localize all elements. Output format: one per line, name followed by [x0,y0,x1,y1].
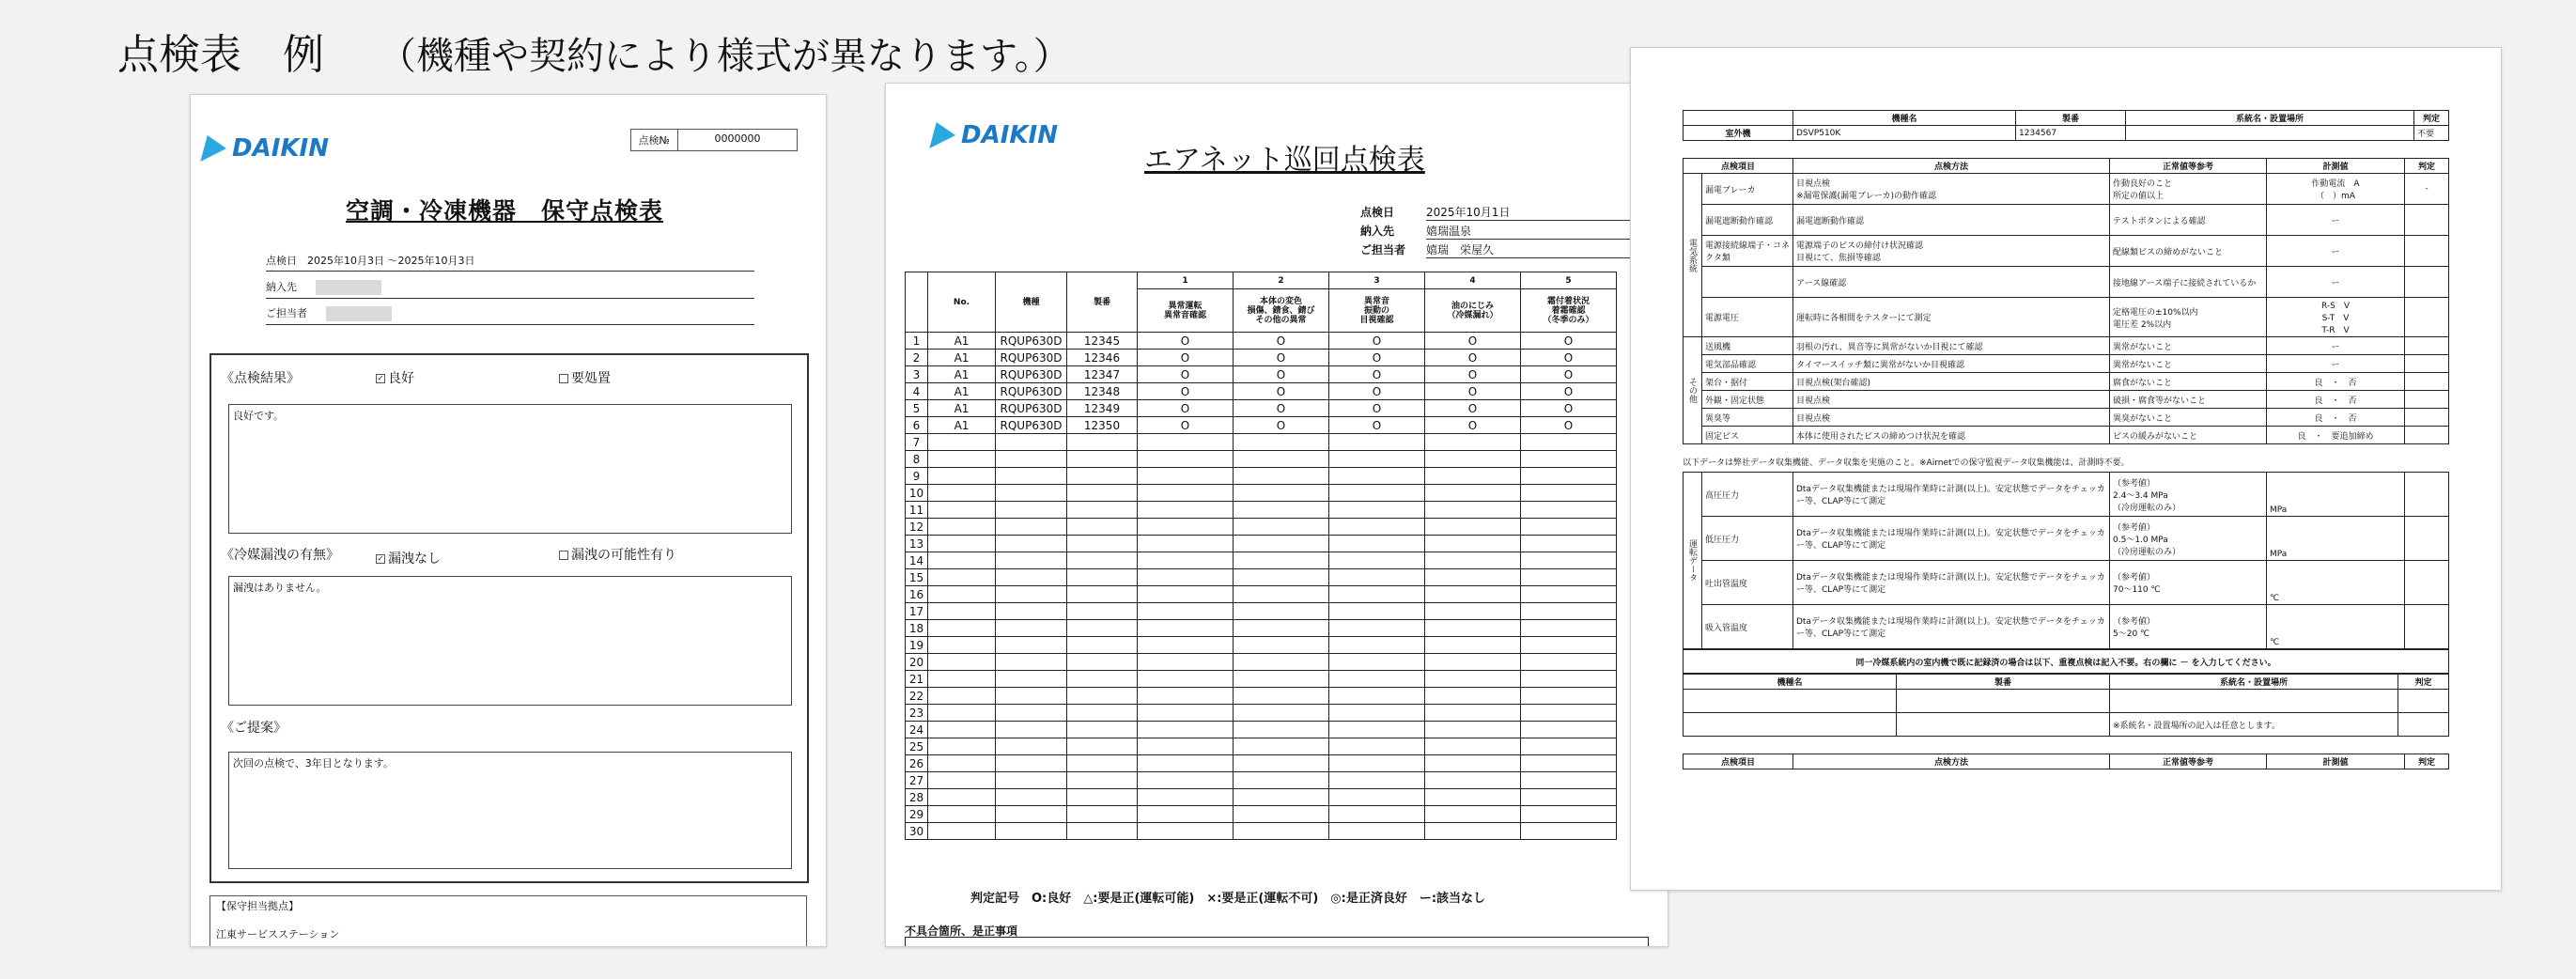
note-box [905,937,1649,947]
table-row: 24 [906,722,1617,738]
result-label: 《点検結果》 [221,371,300,386]
inspection-row: その他 送風機 羽根の汚れ、異音等に異常がないか目視にて確認 異常がないこと ー [1684,337,2449,355]
table-row: 3 A1 RQUP630D 12347 O O O O O [906,366,1617,383]
table-row: 4 A1 RQUP630D 12348 O O O O O [906,383,1617,400]
check-mark: O [1329,417,1425,434]
table-row: 13 [906,536,1617,552]
data-note: 以下データは弊社データ収集機能、データ収集を実施のこと。※Airnetでの保守監視データ収集機能は、計測時不要。 [1683,458,2130,468]
table-row: 27 [906,772,1617,789]
check-mark: O [1425,366,1521,383]
outdoor-unit-sheet [1683,110,2449,769]
meta-contact: ご担当者 嬉瑞 栄屋久 [1360,241,1633,258]
heading-note: （機種や契約により様式が異なります。） [379,35,1071,78]
check-mark: O [1425,417,1521,434]
measurement-row: 低圧圧力 Dtaデータ収集機能または現場作業時に計測(以上)。安定状態でデータをチェッカー等、CLAP等にて測定 （参考値） 0.5〜1.0 MPa （冷房運転のみ） MPa [1684,517,2449,561]
good-checkbox: ✓ 良好 [377,371,414,386]
measurement-row: 吐出管温度 Dtaデータ収集機能または現場作業時に計測(以上)。安定状態でデータをチェッカー等、CLAP等にて測定 （参考値） 70〜110 ℃ ℃ [1684,561,2449,605]
patrol-sheet-preview [885,83,1668,947]
measurement-table [1683,472,2449,649]
measurement-row: 吸入管温度 Dtaデータ収集機能または現場作業時に計測(以上)。安定状態でデータをチェッカー等、CLAP等にて測定 （参考値） 5〜20 ℃ ℃ [1684,605,2449,649]
check-mark: O [1329,366,1425,383]
table-row: 16 [906,586,1617,603]
table-row: 2 A1 RQUP630D 12346 O O O O O [906,350,1617,366]
unit-info-table: 機種名 製番 系統名・設置場所 判定 室外機 DSVP510K 1234567 不要 [1683,110,2449,141]
inspection-date-row: 点検日 2025年10月3日 ～2025年10月3日 [266,253,754,272]
inspection-row: 電気系統 漏電ブレーカ 目視点検 ※漏電保護(漏電ブレーカ)の動作確認 作動良好のこと 所定の値以上 作動電流 A （ ）mA - [1684,174,2449,205]
no-leak-checkbox: ✓ 漏洩なし [377,552,441,567]
contact-row: ご担当者 [266,305,754,325]
table-row: 1 A1 RQUP630D 12345 O O O O O [906,333,1617,350]
table-row: 20 [906,654,1617,671]
daikin-logo-icon [929,122,959,148]
check-title: 本体の変色 損傷、錆食、錆び その他の異常 [1234,289,1329,333]
result-text: 良好です。 [228,404,792,534]
check-mark: O [1138,350,1234,366]
check-mark: O [1329,400,1425,417]
inspection-row: 架台・据付 目視点検(架台確認) 腐食がないこと 良 ・ 否 [1684,373,2449,391]
table-row: 6 A1 RQUP630D 12350 O O O O O [906,417,1617,434]
check-title: 異常運転 異常音確認 [1138,289,1234,333]
table-row: 8 [906,451,1617,468]
table-row: 10 [906,485,1617,502]
check-title: 異常音 振動の 目視確認 [1329,289,1425,333]
table-row: 18 [906,620,1617,637]
inspection-items-table: 点検項目 点検方法 正常値等参考 計測値 判定 電気系統 漏電ブレーカ 目視点検 ※漏電保護(漏電ブレーカ)の動作確認 作動良好のこと 所定の値以上 作動電流 A （ ）mA - 漏電遮断動作確認 漏電遮断動作確認 テストボタンによる確認 ー 電源接続線端子・コネクタ類 電源端子のビスの締付け状況確認 目視にて、焦損等確認 配線類ビスの締めがないこと ー アース線確認 接地線アース端子に接続されているか ー 電源電圧 運転時に各相間をテスターにて測定 定格電圧の±10%以内 電圧差 2%以内 R-S V S-T V T-R V その他 送風機 羽根の汚れ、異音等に異常がないか目視にて確認 異常がないこと ー 電気部品確認 タイマースイッチ類に異常がないか目視確認 異常がないこと ー 架台・据付 目視点検(架台確認) 腐食がないこと 良 ・ 否 外観・固定状態 目視点検 破損・腐食等がないこと 良 ・ 否 異臭等 目視点検 異臭がないこと 良 ・ 否 固定ビス 本体に使用されたビスの締めつけ状況を確認 ビスの緩みがないこと 良 ・ 要追加締め [1683,158,2449,444]
check-mark: O [1138,400,1234,417]
check-mark: O [1521,350,1617,366]
check-mark: O [1425,383,1521,400]
indoor-unit-table: 機種名 製番 系統名・設置場所 判定 ※系統名・設置場所の記入は任意とします。 [1683,674,2449,737]
check-mark: O [1425,400,1521,417]
patrol-table: No. 機種 製番 1 2 3 4 5 異常運転 異常音確認 本体の変色 損傷、錆食、錆び その他の異常 異常音 振動の 目視確認 油のにじみ （冷媒漏れ） 霜付着状況 着霜確認 （冬季のみ） 1 A1 RQUP630D 12345 O O O O O 2 A1 RQUP630D 12346 O O O O O 3 A1 RQUP630D 12347 O O O O O 4 A1 RQUP630D 12348 O O O O O 5 A1 RQUP630D 12349 O O O O O 6 A1 RQUP630D 12350 O O O O O 7 8 9 10 11 12 13 14 15 16 17 18 19 20 21 22 23 24 25 26 27 28 29 30 [905,272,1617,840]
table-row: 26 [906,755,1617,772]
table-row: 23 [906,705,1617,722]
table-row: 14 [906,552,1617,569]
table-row: 7 [906,434,1617,451]
table-row: 28 [906,789,1617,806]
col-serial: 製番 [1067,272,1138,333]
check-mark: O [1234,350,1329,366]
check-mark: O [1138,366,1234,383]
daikin-logo: DAIKIN [204,134,329,163]
inspection-row: 電源電圧 運転時に各相間をテスターにて測定 定格電圧の±10%以内 電圧差 2%以内 R-S V S-T V T-R V [1684,298,2449,337]
check-mark: O [1521,417,1617,434]
redacted-field [326,306,392,321]
check-mark: O [1329,333,1425,350]
redacted-field [316,280,381,295]
table-row: 21 [906,671,1617,688]
check-mark: O [1234,366,1329,383]
check-mark: O [1329,350,1425,366]
maybe-leak-checkbox: 漏洩の可能性有り [559,545,676,564]
page-heading [117,21,1071,81]
check-mark: O [1521,383,1617,400]
daikin-logo: DAIKIN [933,121,1058,149]
inspection-row: 異臭等 目視点検 異臭がないこと 良 ・ 否 [1684,409,2449,427]
proposal-text: 次回の点検で、3年目となります。 [228,752,792,869]
check-mark: O [1521,333,1617,350]
meta-customer: 納入先 嬉瑞温泉 [1360,223,1633,240]
table-row: 30 [906,823,1617,840]
table-row: 19 [906,637,1617,654]
check-mark: O [1521,366,1617,383]
daikin-logo-icon [200,135,230,162]
check-title: 油のにじみ （冷媒漏れ） [1425,289,1521,333]
leak-label: 《冷媒漏洩の有無》 [221,548,339,563]
check-mark: O [1234,400,1329,417]
measurement-row: 運転データ 高圧圧力 Dtaデータ収集機能または現場作業時に計測(以上)。安定状態でデータをチェッカー等、CLAP等にて測定 （参考値） 2.4〜3.4 MPa （冷房運転のみ） MPa [1684,473,2449,517]
check-mark: O [1329,383,1425,400]
inspection-row: アース線確認 接地線アース端子に接続されているか ー [1684,267,2449,298]
repeat-note-table: 同一冷媒系統内の室内機で既に記録済の場合は以下、重複点検は記入不要。右の欄に － を入力してください。 [1683,649,2449,674]
table-row: 11 [906,502,1617,519]
maintenance-sheet-preview [190,94,827,947]
inspection-row: 固定ビス 本体に使用されたビスの締めつけ状況を確認 ビスの緩みがないこと 良 ・ 要追加締め [1684,427,2449,444]
check-mark: O [1234,333,1329,350]
proposal-label: 《ご提案》 [221,721,287,736]
sheet-number: 点検№ 0000000 [630,129,798,151]
table-row: 5 A1 RQUP630D 12349 O O O O O [906,400,1617,417]
check-mark: O [1138,383,1234,400]
leak-text: 漏洩はありません。 [228,576,792,706]
check-mark: O [1425,350,1521,366]
inspection-row: 漏電遮断動作確認 漏電遮断動作確認 テストボタンによる確認 ー [1684,205,2449,236]
table-row: 12 [906,519,1617,536]
check-mark: O [1234,383,1329,400]
table-row: 15 [906,569,1617,586]
sheet-title: エアネット巡回点検表 [1144,144,1425,177]
outdoor-unit-sheet-preview [1630,47,2502,891]
heading-title: 点検表 例 [117,31,324,79]
col-type: 機種 [996,272,1067,333]
maintenance-base: 【保守担当拠点】 江東サービスステーション [209,895,807,947]
check-title: 霜付着状況 着霜確認 （冬季のみ） [1521,289,1617,333]
sheet-title: 空調・冷凍機器 保守点検表 [346,197,664,225]
check-mark: O [1521,400,1617,417]
needs-action-checkbox: 要処置 [559,368,611,387]
table-row: 17 [906,603,1617,620]
check-mark: O [1234,417,1329,434]
inspection-row: 電源接続線端子・コネクタ類 電源端子のビスの締付け状況確認 目視にて、焦損等確認 配線類ビスの締めがないこと ー [1684,236,2449,267]
check-mark: O [1138,417,1234,434]
table-row: 9 [906,468,1617,485]
meta-date: 点検日 2025年10月1日 [1360,204,1633,221]
legend: 判定記号 O:良好 △:要是正(運転可能) ×:要是正(運転不可) ◎:是正済良好 ー:該当なし [970,892,1486,906]
inspection-row: 外観・固定状態 目視点検 破損・腐食等がないこと 良 ・ 否 [1684,391,2449,409]
table-row: 25 [906,738,1617,755]
customer-row: 納入先 [266,279,754,299]
note-label: 不具合箇所、是正事項 [905,925,1018,938]
col-model: No. [928,272,996,333]
table-row: 22 [906,688,1617,705]
check-mark: O [1138,333,1234,350]
repeat-header-table: 点検項目 点検方法 正常値等参考 計測値 判定 [1683,754,2449,769]
table-row: 29 [906,806,1617,823]
result-box [209,353,809,883]
inspection-row: 電気部品確認 タイマースイッチ類に異常がないか目視確認 異常がないこと ー [1684,355,2449,373]
check-mark: O [1425,333,1521,350]
